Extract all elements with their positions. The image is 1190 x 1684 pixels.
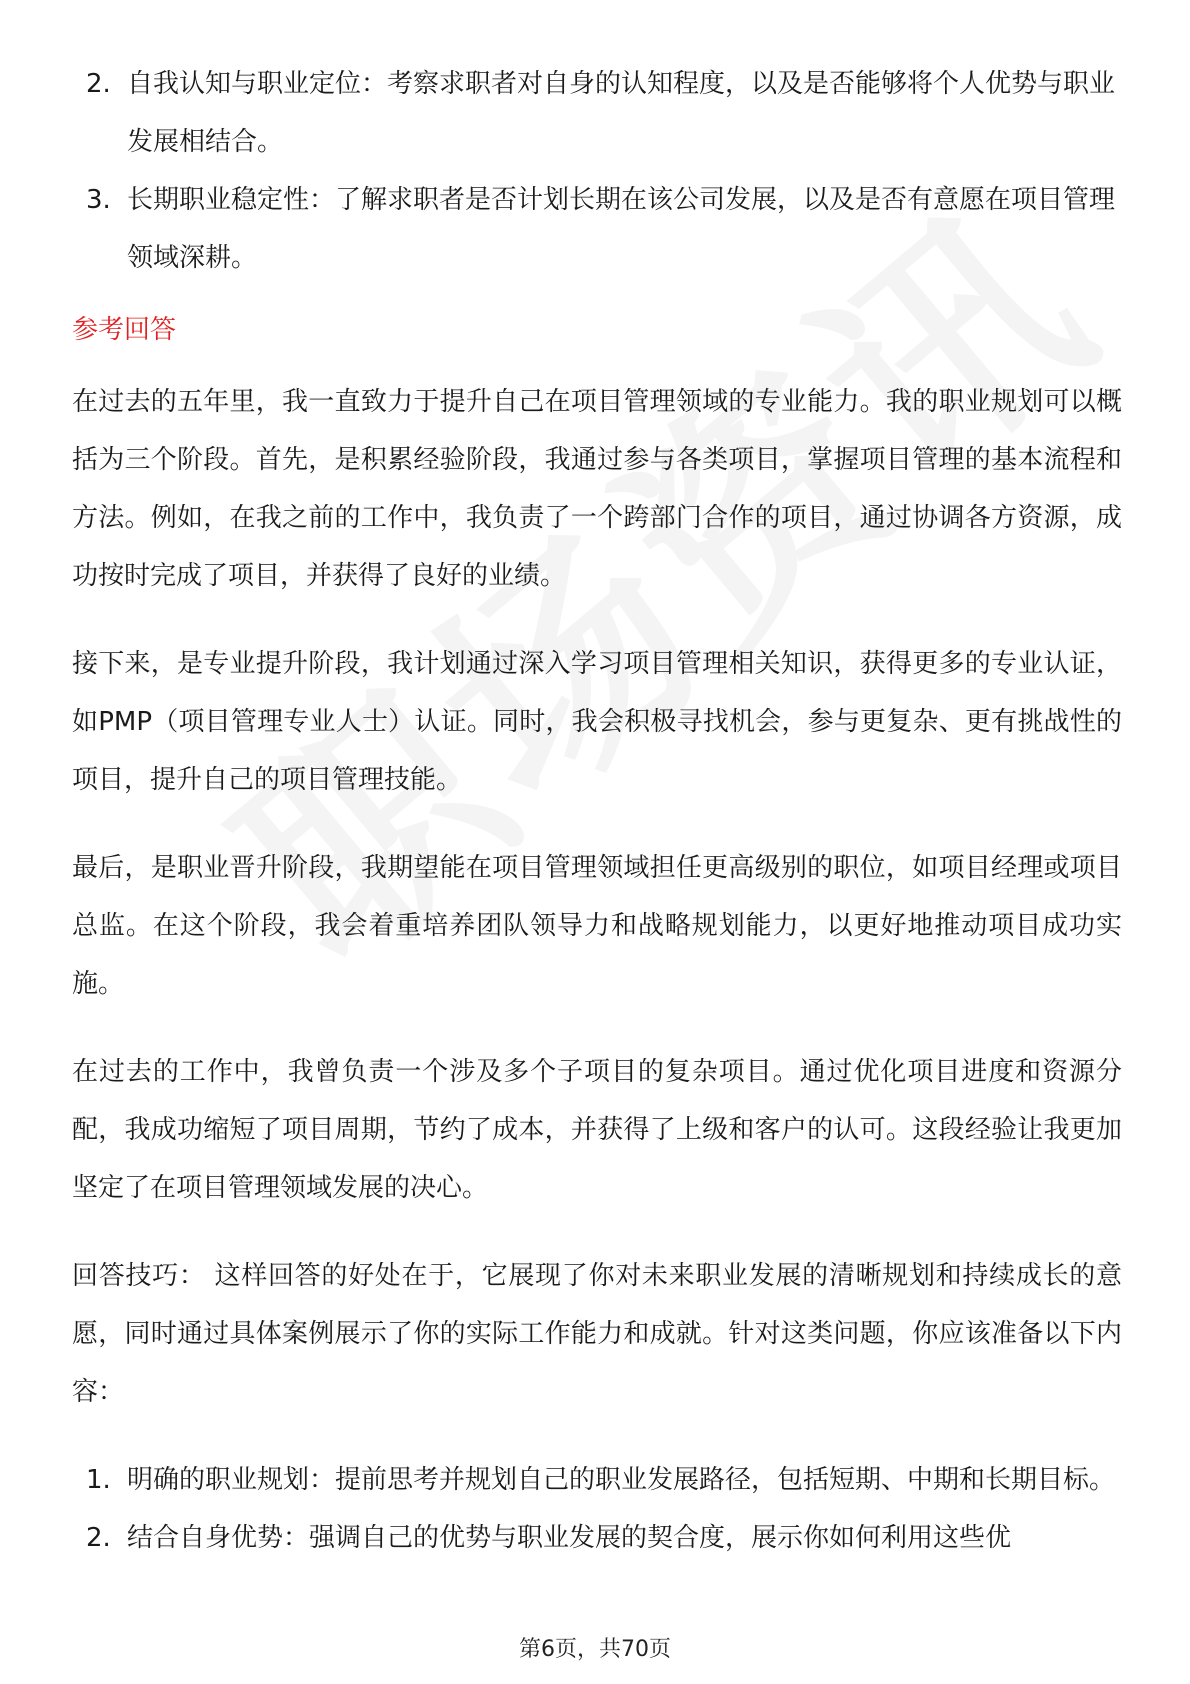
list-item <box>72 1509 1122 1567</box>
answer-paragraph: 在过去的工作中，我曾负责一个涉及多个子项目的复杂项目。通过优化项目进度和资源分配，我成功缩短了项目周期，节约了成本，并获得了上级和客户的认可。这段经验让我更加坚定了在项目管理领域发展的决心。 <box>72 1057 1122 1203</box>
top-numbered-list <box>72 55 1122 287</box>
tips-label: 回答技巧： <box>72 1261 206 1291</box>
list-text: 明确的职业规划：提前思考并规划自己的职业发展路径，包括短期、中期和长期目标。 <box>127 1465 1116 1495</box>
answer-paragraph: 在过去的五年里，我一直致力于提升自己在项目管理领域的专业能力。我的职业规划可以概括为三个阶段。首先，是积累经验阶段，我通过参与各类项目，掌握项目管理的基本流程和方法。例如，在我之前的工作中，我负责了一个跨部门合作的项目，通过协调各方资源，成功按时完成了项目，并获得了良好的业绩。 <box>72 387 1122 591</box>
page-footer: 第6页，共70页 <box>519 1637 671 1662</box>
answer-paragraph: 最后，是职业晋升阶段，我期望能在项目管理领域担任更高级别的职位，如项目经理或项目总监。在这个阶段，我会着重培养团队领导力和战略规划能力，以更好地推动项目成功实施。 <box>72 853 1122 999</box>
list-item <box>72 171 1122 287</box>
list-text: 自我认知与职业定位：考察求职者对自身的认知程度，以及是否能够将个人优势与职业发展相结合。 <box>127 69 1116 157</box>
tips-paragraph <box>72 1247 1122 1421</box>
document-body <box>72 55 1122 1567</box>
list-text: 长期职业稳定性：了解求职者是否计划长期在该公司发展，以及是否有意愿在项目管理领域深耕。 <box>127 185 1116 273</box>
list-item <box>72 55 1122 171</box>
list-text: 结合自身优势：强调自己的优势与职业发展的契合度，展示你如何利用这些优 <box>127 1523 1012 1553</box>
section-heading: 参考回答 <box>72 315 177 345</box>
list-number: 2. <box>86 69 111 99</box>
list-item <box>72 1451 1122 1509</box>
list-number: 1. <box>86 1465 111 1495</box>
answer-paragraph: 接下来，是专业提升阶段，我计划通过深入学习项目管理相关知识，获得更多的专业认证，如PMP（项目管理专业人士）认证。同时，我会积极寻找机会，参与更复杂、更有挑战性的项目，提升自己的项目管理技能。 <box>72 649 1122 795</box>
list-number: 2. <box>86 1523 111 1553</box>
list-number: 3. <box>86 185 111 215</box>
tips-text: 这样回答的好处在于，它展现了你对未来职业发展的清晰规划和持续成长的意愿，同时通过具体案例展示了你的实际工作能力和成就。针对这类问题，你应该准备以下内容： <box>72 1261 1122 1407</box>
bottom-numbered-list <box>72 1451 1122 1567</box>
